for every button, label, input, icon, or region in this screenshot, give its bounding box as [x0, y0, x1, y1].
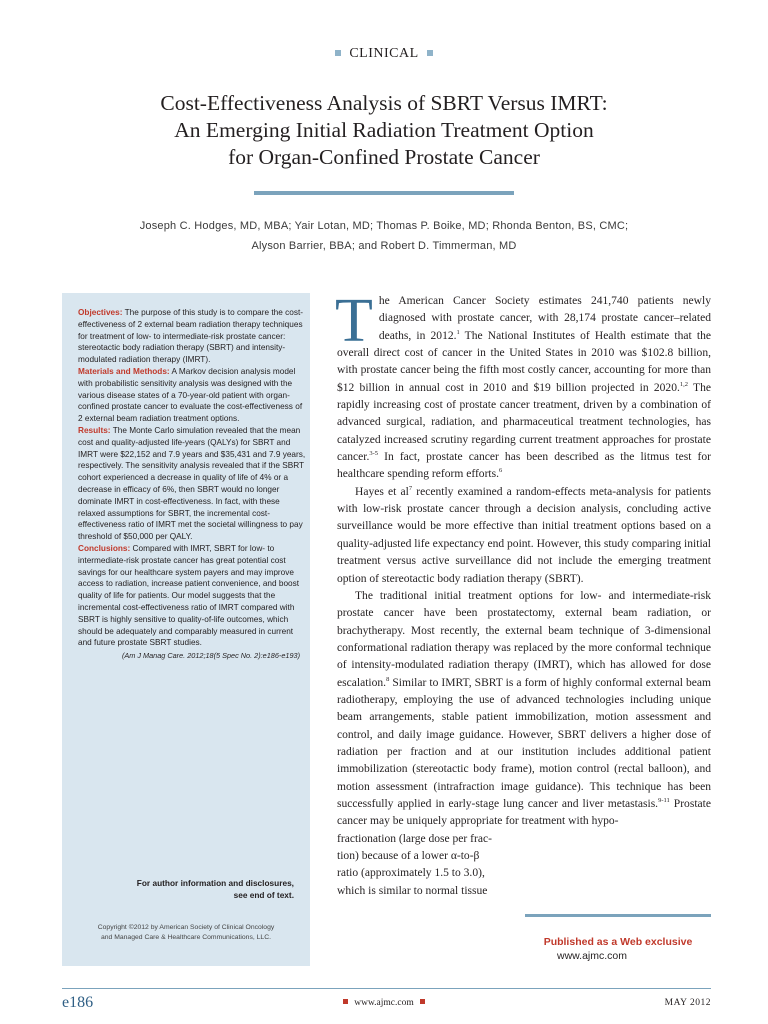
section-tag — [0, 46, 768, 62]
title-line: An Emerging Initial Radiation Treatment Option — [174, 118, 594, 142]
reference-sup: 3-5 — [369, 450, 379, 458]
web-exclusive-box — [525, 914, 711, 962]
web-exclusive-divider — [525, 914, 711, 917]
authors-line: Alyson Barrier, BBA; and Robert D. Timmerman, MD — [251, 240, 517, 252]
title-divider — [254, 191, 514, 195]
copyright-notice — [72, 923, 300, 942]
section-label: CLINICAL — [349, 46, 419, 61]
reference-sup: 6 — [499, 467, 503, 475]
web-exclusive-label: Published as a Web exclusive — [543, 936, 693, 948]
body-paragraph — [337, 588, 711, 831]
article-title — [60, 90, 708, 171]
narrow-line: ratio (approximately 1.5 to 3.0), — [337, 867, 485, 880]
narrow-line: which is similar to normal tissue — [337, 884, 488, 897]
authors-line: Joseph C. Hodges, MD, MBA; Yair Lotan, MD; Thomas P. Boike, MD; Rhonda Benton, BS, CMC; — [139, 220, 629, 232]
author-info-note — [78, 877, 294, 901]
citation: (Am J Manag Care. 2012;18(5 Spec No. 2):e186-e193) — [121, 651, 300, 661]
web-exclusive-url[interactable]: www.ajmc.com — [557, 950, 628, 962]
methods-label: Materials and Methods: — [78, 366, 170, 376]
title-line: for Organ-Confined Prostate Cancer — [228, 145, 540, 169]
body-text-run: Hayes et al — [355, 485, 409, 498]
abstract-methods — [78, 366, 306, 425]
reference-sup: 7 — [408, 484, 413, 492]
square-bullet-icon — [420, 999, 425, 1004]
copyright-line: and Managed Care & Healthcare Communications, LLC. — [100, 933, 271, 941]
body-paragraph — [335, 287, 711, 484]
issue-date: MAY 2012 — [664, 998, 711, 1008]
narrow-line: tion) because of a lower α-to-β — [337, 850, 480, 862]
dropcap: T — [335, 287, 373, 355]
narrow-text-block — [337, 831, 497, 900]
conclusions-text: Compared with IMRT, SBRT for low- to intermediate-risk prostate cancer has great potential cost savings for our healthcare system payers and may improve access to radiation, increase patient convenience, and boost quality of life for patients. Our model suggests that the incremental cost-effectiveness ratio of IMRT compared with SBRT is highly sensitive to quality-of-life outcomes, which should be adequately and comparably measured in current and future prostate SBRT studies. — [78, 543, 300, 648]
title-line: Cost-Effectiveness Analysis of SBRT Versus IMRT: — [160, 91, 608, 115]
body-paragraph — [337, 484, 711, 588]
author-info-line: For author information and disclosures, — [136, 878, 294, 888]
body-text-run: In fact, prostate cancer has been described as the litmus test for healthcare spending reform efforts. — [337, 451, 711, 481]
article-body — [335, 287, 711, 900]
footer-url[interactable]: www.ajmc.com — [354, 998, 414, 1008]
page-number: e186 — [62, 994, 94, 1011]
body-text-run: he American Cancer Society estimates 241,740 patients newly diagnosed with prostate cancer, with 28,174 prostate cancer–related deaths, in 2012. — [378, 295, 711, 342]
methods-text: A Markov decision analysis model with probabilistic sensitivity analysis was designed with the various disease states of a 70-year-old patient with organ-confined prostate cancer to evaluate the cost-effectiveness of 2 external beam radiation treatment options. — [78, 366, 303, 424]
reference-sup: 9-11 — [658, 797, 670, 805]
conclusions-label: Conclusions: — [78, 543, 131, 553]
reference-sup: 1,2 — [679, 380, 688, 388]
body-text-run: The traditional initial treatment options for low- and intermediate-risk prostate cancer have been prostatectomy, external beam radiation, or brachytherapy. Most recently, the external beam technique of 3-dimensional conformational radiation therapy was replaced by the more conformal technique of intensity-modulated radiation therapy (IMRT), which has allowed for dose escalation. — [337, 589, 711, 689]
body-text-run: The National Institutes of Health estimate that the overall direct cost of cancer in the United States in 2010 was $102.8 billion, with prostate cancer being the fifth most costly cancer, accounting for more than $12 billion in annual cost in 2010 and $19 billion projected in 2020. — [337, 329, 711, 394]
square-bullet-icon — [343, 999, 348, 1004]
author-list — [60, 216, 708, 256]
results-label: Results: — [78, 425, 111, 435]
body-text-run: Prostate cancer may be uniquely appropriate for treatment with hypo- — [337, 797, 711, 828]
body-text-run: recently examined a random-effects meta-analysis for patients with low-risk prostate cancer through a decision analysis, concluding active surveillance would be more effective than initial treatment options based on a quality-adjusted life expectancy end point. However, this study comparing initial treatment versus active surveillance did not include the emerging treatment option of stereotactic body radiation therapy (SBRT). — [337, 485, 711, 585]
reference-sup: 8 — [386, 675, 390, 683]
footer-link — [0, 998, 768, 1008]
body-text-run: Similar to IMRT, SBRT is a form of highly conformal external beam radiotherapy, employing the use of advanced technologies including unique beam arrangements, stable patient immobilization, motion assessment and control, and daily image guidance. However, SBRT delivers a higher dose of radiation per fraction and at our institution includes additional patient immobilization (stereotactic body frame), motion control (rectal balloon), and motion assessment (intrafraction image guidance). This technique has been successfully applied in early-stage lung cancer and liver metastasis. — [337, 676, 711, 810]
reference-sup: 1 — [456, 328, 460, 336]
objectives-text: The purpose of this study is to compare the cost-effectiveness of 2 external beam radiation therapy techniques for treatment of low- to intermediate-risk prostate cancer: stereotactic body radiation therapy (SBRT) and intensity-modulated radiation therapy (IMRT). — [78, 308, 304, 365]
copyright-line: Copyright ©2012 by American Society of Clinical Oncology — [97, 924, 275, 931]
results-text: The Monte Carlo simulation revealed that the mean cost and quality-adjusted life-years (QALYs) for SBRT and IMRT were $22,152 and 7.9 years and $35,431 and 7.9 years, respectively. The sensitivity analysis revealed that if the SBRT cohort experienced a decrease in quality of life of 4% or a decrease in efficacy of 6%, then SBRT would no longer dominate IMRT in cost-effectiveness. In fact, with these relaxed assumptions for SBRT, the incremental cost-effectiveness ratio of IMRT met the societal willingness to pay threshold of $50,000 per QALY. — [78, 425, 306, 542]
abstract-sidebar — [62, 293, 310, 966]
abstract-results — [78, 425, 306, 543]
abstract-objectives — [78, 307, 306, 366]
objectives-label: Objectives: — [78, 308, 123, 317]
abstract — [78, 307, 306, 662]
footer-divider — [62, 988, 711, 989]
body-text-run: The rapidly increasing cost of prostate cancer treatment, driven by a combination of advanced surgical, radiation, and pharmaceutical treatment technologies, has catalyzed increased scrutiny regarding current treatment approaches for prostate cancer. — [337, 381, 711, 464]
author-info-line: see end of text. — [233, 890, 294, 900]
square-bullet-icon — [427, 50, 433, 56]
narrow-line: fractionation (large dose per frac- — [337, 832, 492, 845]
abstract-conclusions — [78, 543, 306, 649]
square-bullet-icon — [335, 50, 341, 56]
